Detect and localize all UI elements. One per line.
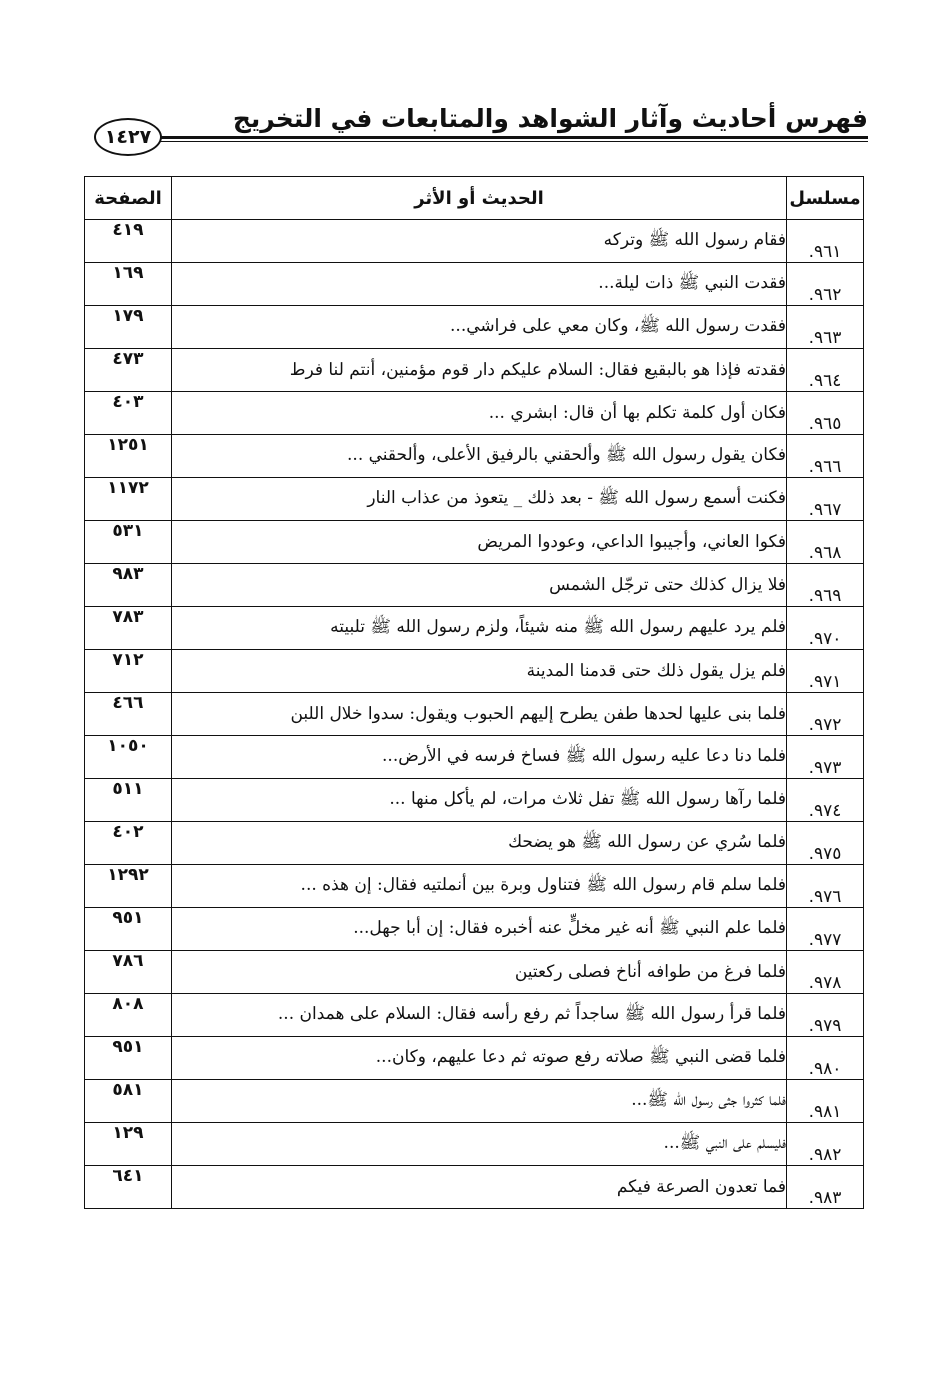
hadith-text-cell: فما تعدون الصرعة فيكم (172, 1166, 787, 1209)
table-row (85, 1123, 864, 1166)
table-row (85, 1166, 864, 1209)
page-cell: ٨٠٨ (85, 994, 172, 1037)
serial-cell: ٩٦٧. (787, 478, 864, 521)
page-cell: ١١٧٢ (85, 478, 172, 521)
page-title: فهرس أحاديث وآثار الشواهد والمتابعات في التخريج (232, 104, 868, 133)
page-cell: ٩٥١ (85, 1037, 172, 1080)
table-row (85, 263, 864, 306)
serial-cell: ٩٧٨. (787, 951, 864, 994)
table-row (85, 607, 864, 650)
hadith-text-cell: فلما سلم قام رسول الله ﷺ فتناول وبرة بين أنملتيه فقال: إن هذه ... (172, 865, 787, 908)
serial-cell: ٩٧٩. (787, 994, 864, 1037)
hadith-text-cell: فكان يقول رسول الله ﷺ وألحقني بالرفيق الأعلى، وألحقني ... (172, 435, 787, 478)
serial-cell: ٩٨١. (787, 1080, 864, 1123)
hadith-index-table (84, 176, 864, 1209)
table-row (85, 650, 864, 693)
table-row (85, 392, 864, 435)
serial-cell: ٩٧١. (787, 650, 864, 693)
serial-cell: ٩٦٥. (787, 392, 864, 435)
table-row (85, 908, 864, 951)
page-cell: ٥٣١ (85, 521, 172, 564)
table-row (85, 779, 864, 822)
table-row (85, 1037, 864, 1080)
page-cell: ٧٨٣ (85, 607, 172, 650)
page-cell: ١٢٥١ (85, 435, 172, 478)
hadith-text-cell: فلم يرد عليهم رسول الله ﷺ منه شيئاً، ولزم رسول الله ﷺ تلبيته (172, 607, 787, 650)
hadith-text-cell: فليسلم على النبي ﷺ... (172, 1123, 787, 1166)
table-row (85, 822, 864, 865)
serial-cell: ٩٧٠. (787, 607, 864, 650)
serial-cell: ٩٦٨. (787, 521, 864, 564)
hadith-text-cell: فكوا العاني، وأجيبوا الداعي، وعودوا المريض (172, 521, 787, 564)
page-header (90, 98, 868, 158)
serial-cell: ٩٦٩. (787, 564, 864, 607)
page-cell: ٤٠٣ (85, 392, 172, 435)
hadith-text-cell: فلما دنا دعا عليه رسول الله ﷺ فساخ فرسه في الأرض... (172, 736, 787, 779)
page-cell: ٤٦٦ (85, 693, 172, 736)
hadith-text-cell: فلما قضى النبي ﷺ صلاته رفع صوته ثم دعا عليهم، وكان... (172, 1037, 787, 1080)
column-header-serial: مسلسل (787, 177, 864, 220)
table-row (85, 994, 864, 1037)
serial-cell: ٩٧٥. (787, 822, 864, 865)
table-row (85, 435, 864, 478)
page-cell: ٧٨٦ (85, 951, 172, 994)
page-cell: ٦٤١ (85, 1166, 172, 1209)
table-row (85, 349, 864, 392)
table-row (85, 736, 864, 779)
column-header-page: الصفحة (85, 177, 172, 220)
page-cell: ٤١٩ (85, 220, 172, 263)
table-row (85, 521, 864, 564)
hadith-text-cell: فلما قرأ رسول الله ﷺ ساجداً ثم رفع رأسه فقال: السلام على همدان ... (172, 994, 787, 1037)
page-cell: ٩٨٣ (85, 564, 172, 607)
table-header-row (85, 177, 864, 220)
serial-cell: ٩٧٦. (787, 865, 864, 908)
hadith-text-cell: فلما بنى عليها لحدها طفن يطرح إليهم الحبوب ويقول: سدوا خلال اللبن (172, 693, 787, 736)
table-row (85, 693, 864, 736)
page-cell: ٥١١ (85, 779, 172, 822)
page-cell: ١٢٩ (85, 1123, 172, 1166)
hadith-text-cell: فلما علم النبي ﷺ أنه غير مخلٍّ عنه أخبره فقال: إن أبا جهل... (172, 908, 787, 951)
page-cell: ٩٥١ (85, 908, 172, 951)
hadith-text-cell: فقام رسول الله ﷺ وتركه (172, 220, 787, 263)
page-number-badge (94, 118, 162, 156)
hadith-text-cell: فلم يزل يقول ذلك حتى قدمنا المدينة (172, 650, 787, 693)
page-cell: ٥٨١ (85, 1080, 172, 1123)
header-rule (160, 136, 868, 142)
hadith-text-cell: فلما سُري عن رسول الله ﷺ هو يضحك (172, 822, 787, 865)
table-row (85, 220, 864, 263)
serial-cell: ٩٨٢. (787, 1123, 864, 1166)
hadith-text-cell: فلما فرغ من طوافه أناخ فصلى ركعتين (172, 951, 787, 994)
table-row (85, 478, 864, 521)
table-row (85, 1080, 864, 1123)
page-cell: ١٠٥٠ (85, 736, 172, 779)
serial-cell: ٩٦٢. (787, 263, 864, 306)
hadith-text-cell: فقدت النبي ﷺ ذات ليلة... (172, 263, 787, 306)
serial-cell: ٩٧٣. (787, 736, 864, 779)
serial-cell: ٩٦٣. (787, 306, 864, 349)
table-row (85, 951, 864, 994)
table-row (85, 865, 864, 908)
hadith-text-cell: فكان أول كلمة تكلم بها أن قال: ابشري ... (172, 392, 787, 435)
hadith-text-cell: فلما رآها رسول الله ﷺ تفل ثلاث مرات، لم يأكل منها ... (172, 779, 787, 822)
serial-cell: ٩٨٠. (787, 1037, 864, 1080)
page-cell: ٧١٢ (85, 650, 172, 693)
page-cell: ٤٧٣ (85, 349, 172, 392)
serial-cell: ٩٧٧. (787, 908, 864, 951)
hadith-text-cell: فقدته فإذا هو بالبقيع فقال: السلام عليكم دار قوم مؤمنين، أنتم لنا فرط (172, 349, 787, 392)
table-row (85, 564, 864, 607)
serial-cell: ٩٧٤. (787, 779, 864, 822)
serial-cell: ٩٨٣. (787, 1166, 864, 1209)
serial-cell: ٩٧٢. (787, 693, 864, 736)
hadith-text-cell: فلا يزال كذلك حتى ترجّل الشمس (172, 564, 787, 607)
hadith-text-cell: فقدت رسول الله ﷺ، وكان معي على فراشي... (172, 306, 787, 349)
page-cell: ١٦٩ (85, 263, 172, 306)
page-number: ١٤٢٧ (104, 126, 152, 148)
serial-cell: ٩٦٦. (787, 435, 864, 478)
column-header-text: الحديث أو الأثر (172, 177, 787, 220)
serial-cell: ٩٦٤. (787, 349, 864, 392)
page-cell: ٤٠٢ (85, 822, 172, 865)
hadith-text-cell: فكنت أسمع رسول الله ﷺ - بعد ذلك _ يتعوذ من عذاب النار (172, 478, 787, 521)
hadith-text-cell: فلما كثروا جثى رسول الله ﷺ... (172, 1080, 787, 1123)
page-cell: ١٧٩ (85, 306, 172, 349)
serial-cell: ٩٦١. (787, 220, 864, 263)
table-body (85, 220, 864, 1209)
page-cell: ١٢٩٢ (85, 865, 172, 908)
table-row (85, 306, 864, 349)
